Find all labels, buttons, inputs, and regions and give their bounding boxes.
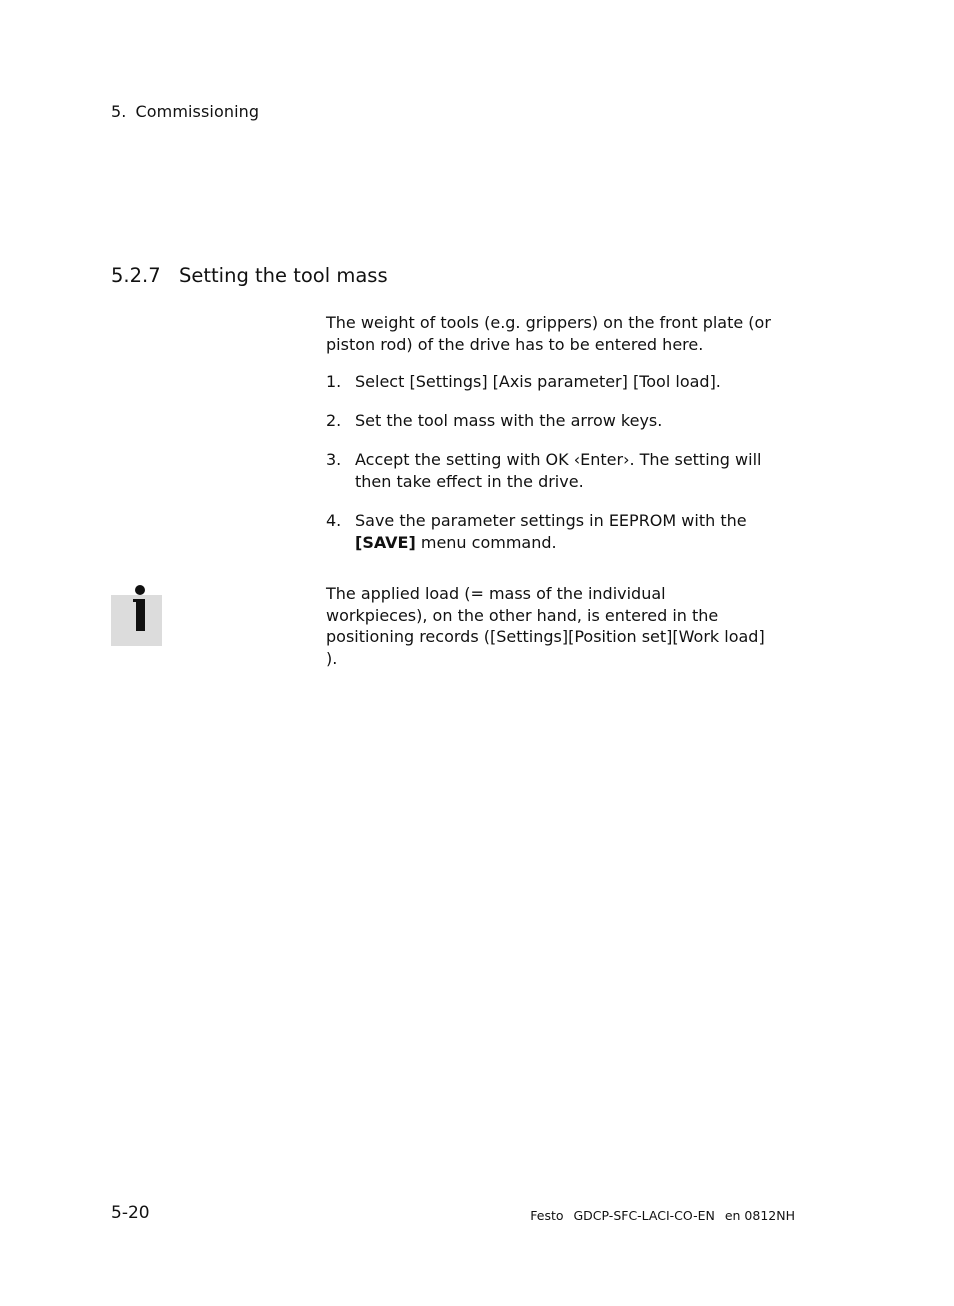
step-text: Select [Settings] [Axis parameter] [Tool load]. [355,372,721,391]
note-text: The applied load (= mass of the individual workpieces), on the other hand, is entered in the positioning records ([Settings][Position set][Work load] ). [326,584,765,668]
footer-doc-id: GDCP-SFC-LACI-CO-EN [573,1208,715,1223]
section-number: 5.2.7 [111,264,161,287]
intro-paragraph: The weight of tools (e.g. grippers) on the front plate (or piston rod) of the drive has to be entered here. [326,313,771,354]
section-title: Setting the tool mass [179,264,388,287]
chapter-number: 5. [111,102,127,121]
step-number: 2. [326,411,342,430]
info-icon [111,585,162,646]
list-item [326,371,796,393]
page-number: 5-20 [111,1203,150,1223]
step-text-after: menu command. [415,533,557,552]
step-text-before: Save the parameter settings in EEPROM with the [355,511,747,530]
footer-publisher: Festo [530,1208,564,1223]
list-item [326,510,796,554]
list-item [326,449,796,493]
info-icon-stem [136,599,145,631]
step-text: Set the tool mass with the arrow keys. [355,411,663,430]
running-header [111,102,259,121]
footer-doc-info [530,1208,795,1223]
step-number: 1. [326,372,342,391]
save-command: [SAVE] [355,533,416,552]
step-number: 4. [326,511,342,530]
steps-list [326,371,796,571]
section-heading [111,264,388,287]
list-item [326,410,796,432]
chapter-title: Commissioning [135,102,260,121]
step-text [355,511,747,552]
footer-lang-version: en 0812NH [724,1208,795,1223]
step-text: Accept the setting with OK ‹Enter›. The setting will then take effect in the drive. [355,450,762,491]
info-icon-dot [135,585,145,595]
step-number: 3. [326,450,342,469]
